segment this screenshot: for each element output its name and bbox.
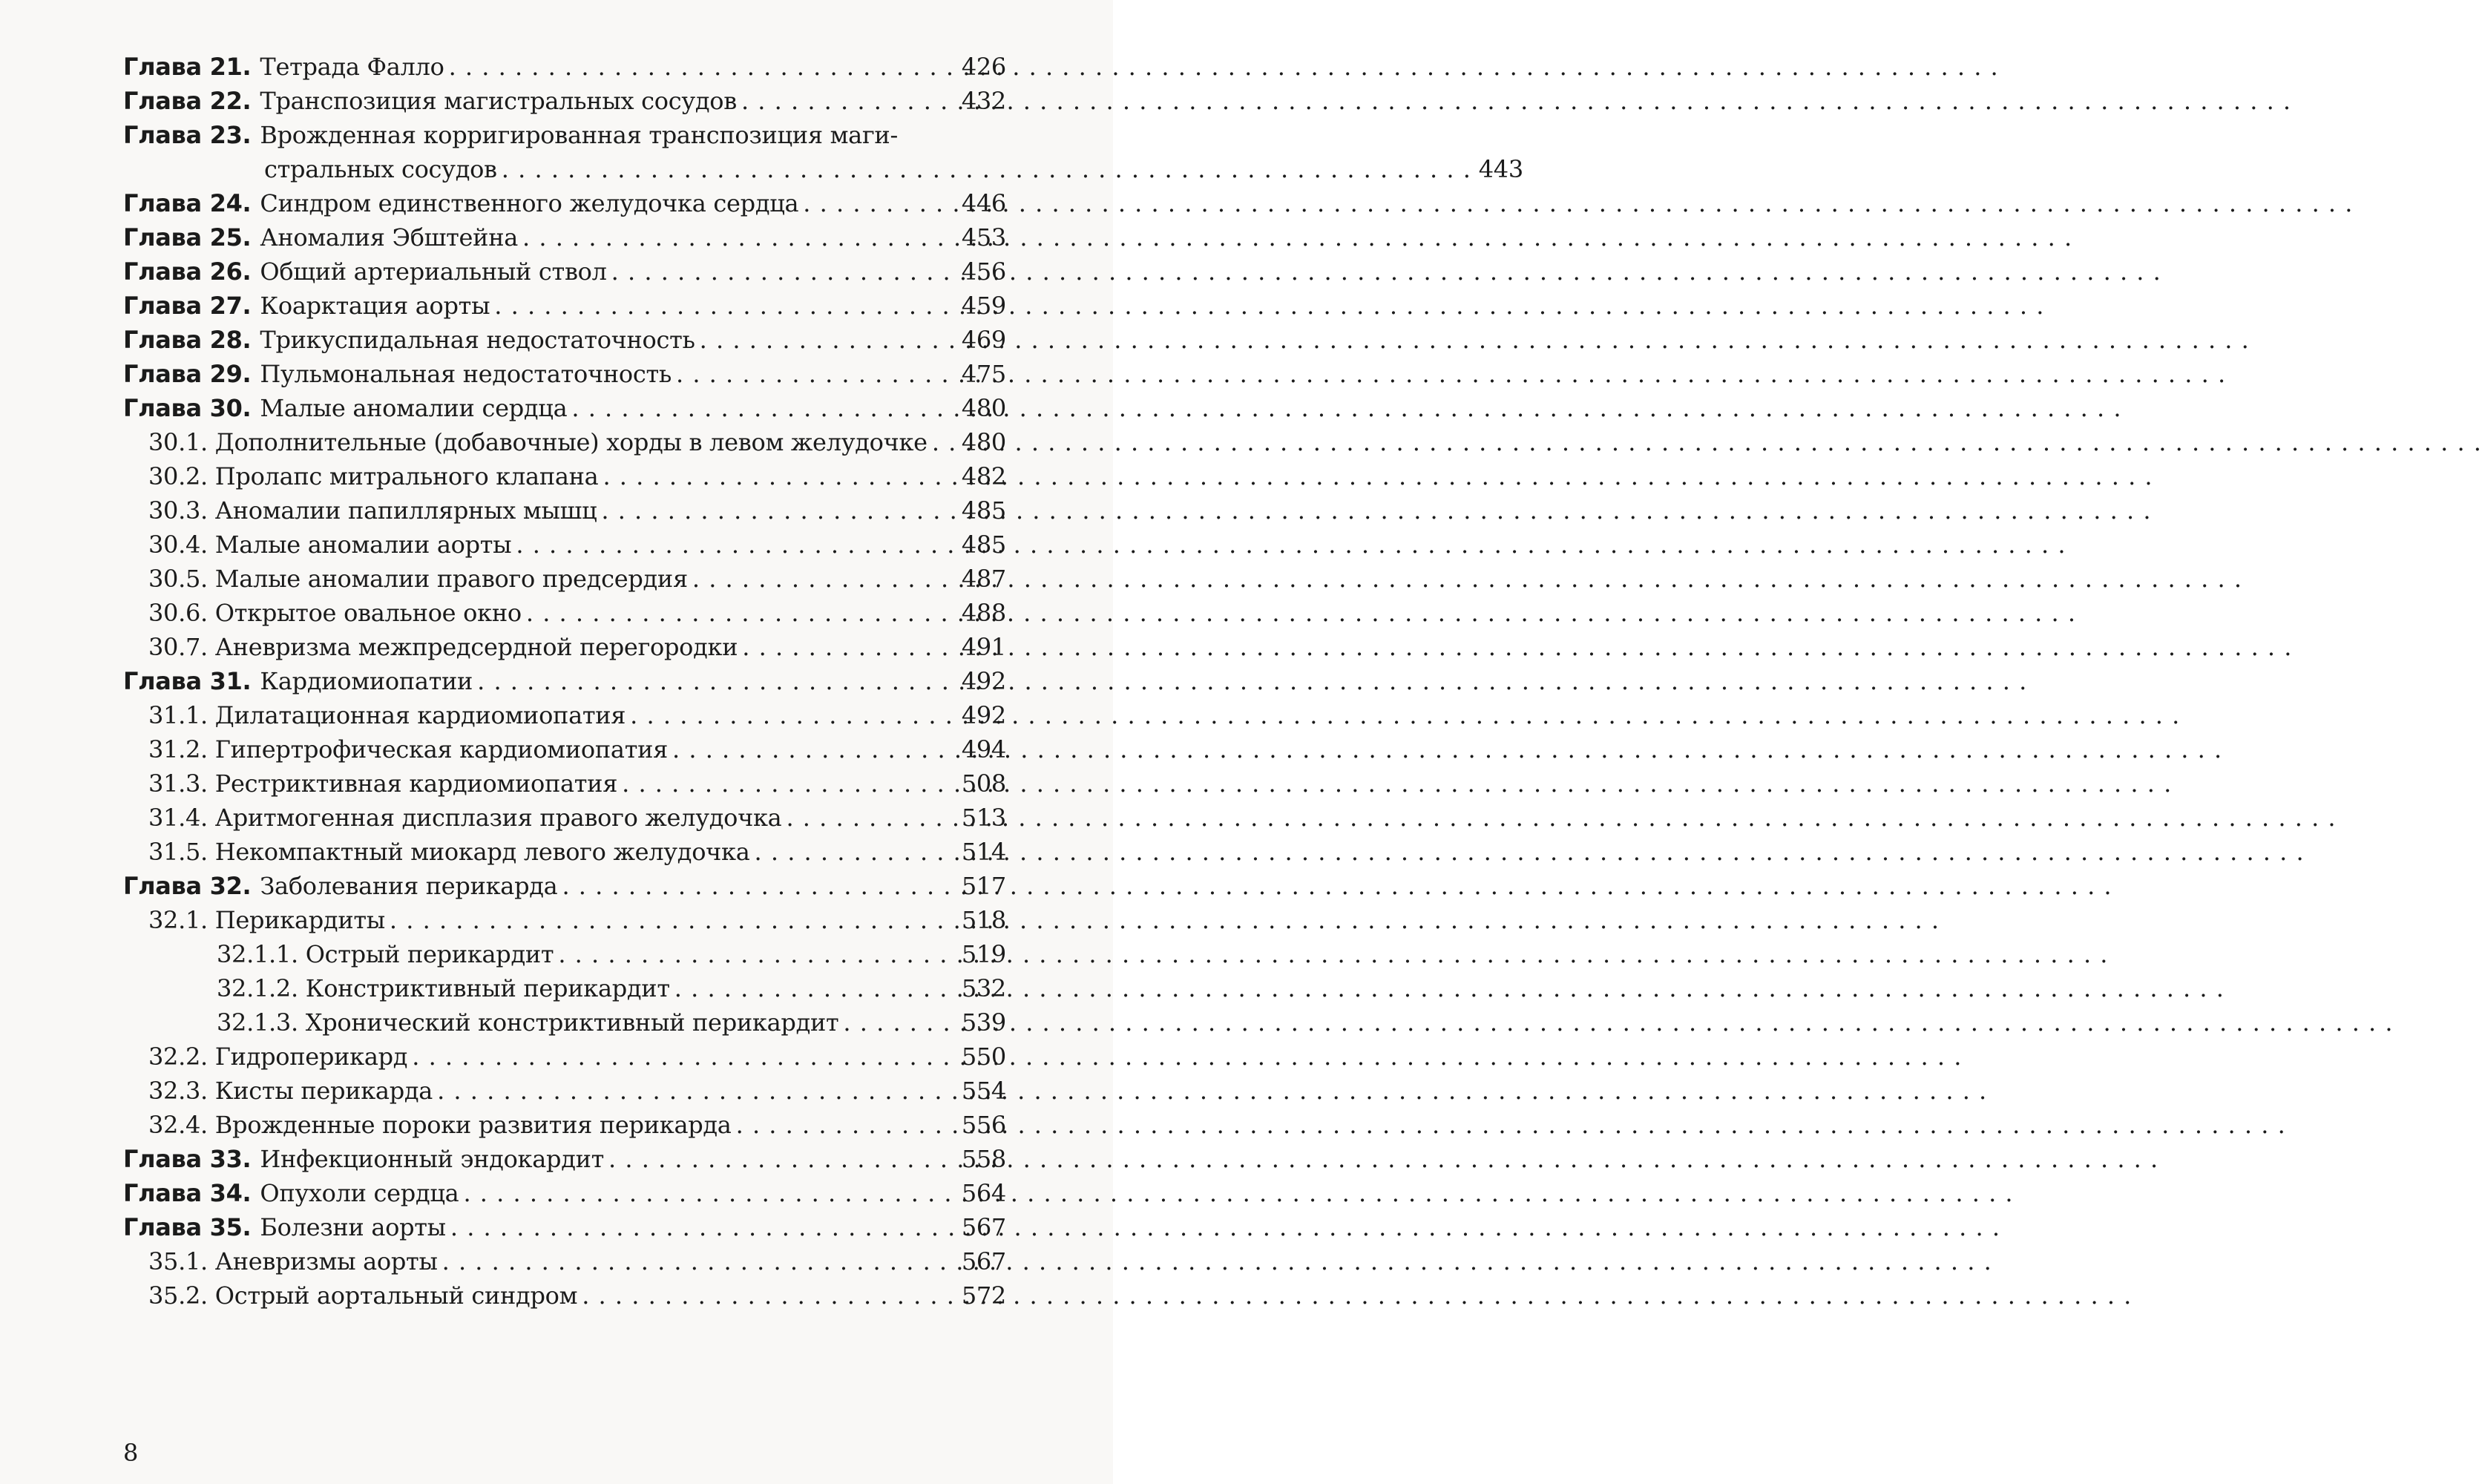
- page-ref: 459: [961, 292, 1006, 320]
- chapter-label: Глава 30.: [123, 394, 252, 422]
- toc-chapter-28: [123, 325, 1006, 359]
- dot-leader: [932, 427, 954, 457]
- dot-leader: [522, 223, 954, 252]
- toc-chapter-23: [123, 120, 1523, 188]
- section-title: 32.1. Перикардиты: [148, 906, 385, 934]
- chapter-label: Глава 21.: [123, 53, 252, 81]
- toc-section-30-2: [123, 462, 1006, 496]
- toc-section-35-2: [123, 1281, 1006, 1315]
- section-title: 30.6. Открытое овальное окно: [148, 599, 522, 627]
- subsection-title: 32.1.1. Острый перикардит: [217, 940, 554, 968]
- subsection-title: 32.1.2. Констриктивный перикардит: [217, 974, 670, 1002]
- dot-leader: [786, 803, 954, 833]
- section-title: 30.2. Пролапс митрального клапана: [148, 462, 599, 490]
- page-ref: 491: [961, 633, 1006, 661]
- chapter-title: Пульмональная недостаточность: [260, 360, 672, 388]
- page-ref: 572: [961, 1281, 1006, 1310]
- section-title: 31.2. Гипертрофическая кардиомиопатия: [148, 735, 669, 764]
- chapter-label: Глава 32.: [123, 872, 252, 900]
- page-ref: 518: [961, 906, 1006, 934]
- chapter-title: Трикуспидальная недостаточность: [260, 326, 695, 354]
- dot-leader: [603, 462, 954, 491]
- subsection-title: 32.1.3. Хронический констриктивный перикардит: [217, 1008, 839, 1037]
- chapter-title: Аномалия Эбштейна: [260, 223, 518, 252]
- chapter-title: Заболевания перикарда: [260, 872, 558, 900]
- toc-chapter-22: [123, 86, 1006, 120]
- toc-chapter-27: [123, 291, 1006, 325]
- section-title: 30.5. Малые аномалии правого предсердия: [148, 565, 688, 593]
- toc-chapter-24: [123, 188, 1006, 223]
- toc-chapter-30: [123, 393, 1006, 427]
- dot-leader: [494, 291, 954, 321]
- chapter-title: Кардиомиопатии: [260, 667, 473, 695]
- toc-section-35-1: [123, 1247, 1006, 1281]
- section-title: 30.4. Малые аномалии аорты: [148, 531, 512, 559]
- page-ref: 556: [961, 1111, 1006, 1139]
- section-title: 30.3. Аномалии папиллярных мышц: [148, 496, 597, 525]
- dot-leader: [442, 1247, 954, 1276]
- toc-section-30-4: [123, 530, 1006, 564]
- dot-leader: [742, 632, 954, 662]
- toc-section-30-6: [123, 598, 1006, 632]
- dot-leader: [558, 939, 954, 969]
- chapter-label: Глава 35.: [123, 1213, 252, 1241]
- toc-chapter-29: [123, 359, 1006, 393]
- page-ref: 426: [961, 53, 1006, 81]
- toc-section-32-2: [123, 1042, 1006, 1076]
- chapter-title: Болезни аорты: [260, 1213, 446, 1241]
- toc-chapter-35: [123, 1212, 1006, 1247]
- dot-leader: [516, 530, 954, 559]
- page-ref: 446: [961, 189, 1006, 217]
- page-ref: 514: [961, 838, 1006, 866]
- section-title: 32.3. Кисты перикарда: [148, 1077, 433, 1105]
- dot-leader: [630, 700, 954, 730]
- toc-chapter-34: [123, 1178, 1006, 1212]
- dot-leader: [412, 1042, 954, 1071]
- page-ref: 567: [961, 1213, 1006, 1241]
- toc-chapter-32: [123, 871, 1006, 905]
- toc-section-30-1: [123, 427, 1006, 462]
- chapter-label: Глава 31.: [123, 667, 252, 695]
- chapter-title-line2: стральных сосудов: [264, 155, 497, 183]
- page-ref: 558: [961, 1145, 1006, 1173]
- page-ref: 550: [961, 1043, 1006, 1071]
- dot-leader: [608, 1144, 954, 1174]
- toc-subsection-32-1-1: [123, 939, 1006, 974]
- chapter-label: Глава 22.: [123, 87, 252, 115]
- toc-chapter-25: [123, 223, 1006, 257]
- chapter-label: Глава 23.: [123, 121, 252, 149]
- page-ref: 488: [961, 599, 1006, 627]
- section-title: 35.1. Аневризмы аорты: [148, 1247, 438, 1275]
- dot-leader: [692, 564, 954, 594]
- page-ref: 432: [961, 87, 1006, 115]
- page-number: 8: [123, 1439, 139, 1467]
- dot-leader: [755, 837, 954, 867]
- toc-section-31-2: [123, 735, 1006, 769]
- page-ref: 480: [961, 428, 1006, 456]
- toc-section-30-7: [123, 632, 1006, 666]
- page-ref: 492: [961, 701, 1006, 729]
- toc-chapter-26: [123, 257, 1006, 291]
- page-ref: 485: [961, 496, 1006, 525]
- chapter-label: Глава 25.: [123, 223, 252, 252]
- chapter-label: Глава 27.: [123, 292, 252, 320]
- page-ref: 492: [961, 667, 1006, 695]
- chapter-title-line1: Врожденная корригированная транспозиция маги-: [260, 121, 898, 149]
- page-ref: 508: [961, 769, 1006, 798]
- dot-leader: [622, 769, 954, 798]
- section-title: 35.2. Острый аортальный синдром: [148, 1281, 578, 1310]
- page-ref: 519: [961, 940, 1006, 968]
- section-title: 30.7. Аневризма межпредсердной перегородки: [148, 633, 738, 661]
- page-ref: 485: [961, 531, 1006, 559]
- toc-section-30-5: [123, 564, 1006, 598]
- page-ref: 482: [961, 462, 1006, 490]
- chapter-title: Тетрада Фалло: [260, 53, 444, 81]
- page-ref: 469: [961, 326, 1006, 354]
- dot-leader: [449, 52, 954, 82]
- chapter-label: Глава 33.: [123, 1145, 252, 1173]
- dot-leader: [611, 257, 954, 286]
- dot-leader: [582, 1281, 954, 1310]
- page-ref: 487: [961, 565, 1006, 593]
- page-ref: 480: [961, 394, 1006, 422]
- page-ref: 517: [961, 872, 1006, 900]
- page-ref: 554: [961, 1077, 1006, 1105]
- section-title: 31.1. Дилатационная кардиомиопатия: [148, 701, 626, 729]
- chapter-title: Транспозиция магистральных сосудов: [260, 87, 737, 115]
- chapter-title: Опухоли сердца: [260, 1179, 459, 1207]
- toc-section-31-5: [123, 837, 1006, 871]
- chapter-title: Синдром единственного желудочка сердца: [260, 189, 799, 217]
- section-title: 30.1. Дополнительные (добавочные) хорды в левом желудочке: [148, 428, 928, 456]
- section-title: 31.4. Аритмогенная дисплазия правого желудочка: [148, 804, 782, 832]
- chapter-title: Малые аномалии сердца: [260, 394, 568, 422]
- dot-leader: [477, 666, 954, 696]
- dot-leader: [463, 1178, 954, 1208]
- toc-section-32-1: [123, 905, 1006, 939]
- page-ref: 494: [961, 735, 1006, 764]
- toc-section-30-3: [123, 496, 1006, 530]
- toc-chapter-33: [123, 1144, 1006, 1178]
- chapter-label: Глава 26.: [123, 257, 252, 286]
- toc-section-31-4: [123, 803, 1006, 837]
- dot-leader: [571, 393, 954, 423]
- chapter-label: Глава 24.: [123, 189, 252, 217]
- page-ref: 564: [961, 1179, 1006, 1207]
- section-title: 31.5. Некомпактный миокард левого желудочка: [148, 838, 750, 866]
- chapter-label: Глава 28.: [123, 326, 252, 354]
- dot-leader: [672, 735, 954, 764]
- table-of-contents: [123, 52, 1523, 1315]
- chapter-title: Общий артериальный ствол: [260, 257, 607, 286]
- dot-leader: [562, 871, 954, 901]
- dot-leader: [843, 1008, 954, 1037]
- page-ref: 475: [961, 360, 1006, 388]
- dot-leader: [437, 1076, 954, 1106]
- chapter-title: Коарктация аорты: [260, 292, 490, 320]
- toc-subsection-32-1-3: [123, 1008, 1006, 1042]
- dot-leader: [674, 974, 954, 1003]
- dot-leader: [741, 86, 954, 116]
- section-title: 31.3. Рестриктивная кардиомиопатия: [148, 769, 618, 798]
- dot-leader: [736, 1110, 954, 1140]
- page-ref: 456: [961, 257, 1006, 286]
- section-title: 32.2. Гидроперикард: [148, 1043, 408, 1071]
- toc-chapter-21: [123, 52, 1006, 86]
- dot-leader: [676, 359, 954, 389]
- page-ref: 539: [961, 1008, 1006, 1037]
- page-ref: 453: [961, 223, 1006, 252]
- toc-section-31-1: [123, 700, 1006, 735]
- page-ref: 532: [961, 974, 1006, 1002]
- chapter-label: Глава 29.: [123, 360, 252, 388]
- dot-leader: [502, 154, 1471, 184]
- toc-subsection-32-1-2: [123, 974, 1006, 1008]
- dot-leader: [700, 325, 954, 355]
- page-ref: 443: [1478, 155, 1523, 183]
- dot-leader: [450, 1212, 954, 1242]
- chapter-label: Глава 34.: [123, 1179, 252, 1207]
- dot-leader: [526, 598, 954, 628]
- page-ref: 513: [961, 804, 1006, 832]
- dot-leader: [803, 188, 954, 218]
- toc-chapter-31: [123, 666, 1006, 700]
- chapter-title: Инфекционный эндокардит: [260, 1145, 605, 1173]
- toc-section-31-3: [123, 769, 1006, 803]
- toc-section-32-3: [123, 1076, 1006, 1110]
- toc-section-32-4: [123, 1110, 1006, 1144]
- page-ref: 567: [961, 1247, 1006, 1275]
- dot-leader: [390, 905, 954, 935]
- dot-leader: [601, 496, 954, 525]
- section-title: 32.4. Врожденные пороки развития перикарда: [148, 1111, 732, 1139]
